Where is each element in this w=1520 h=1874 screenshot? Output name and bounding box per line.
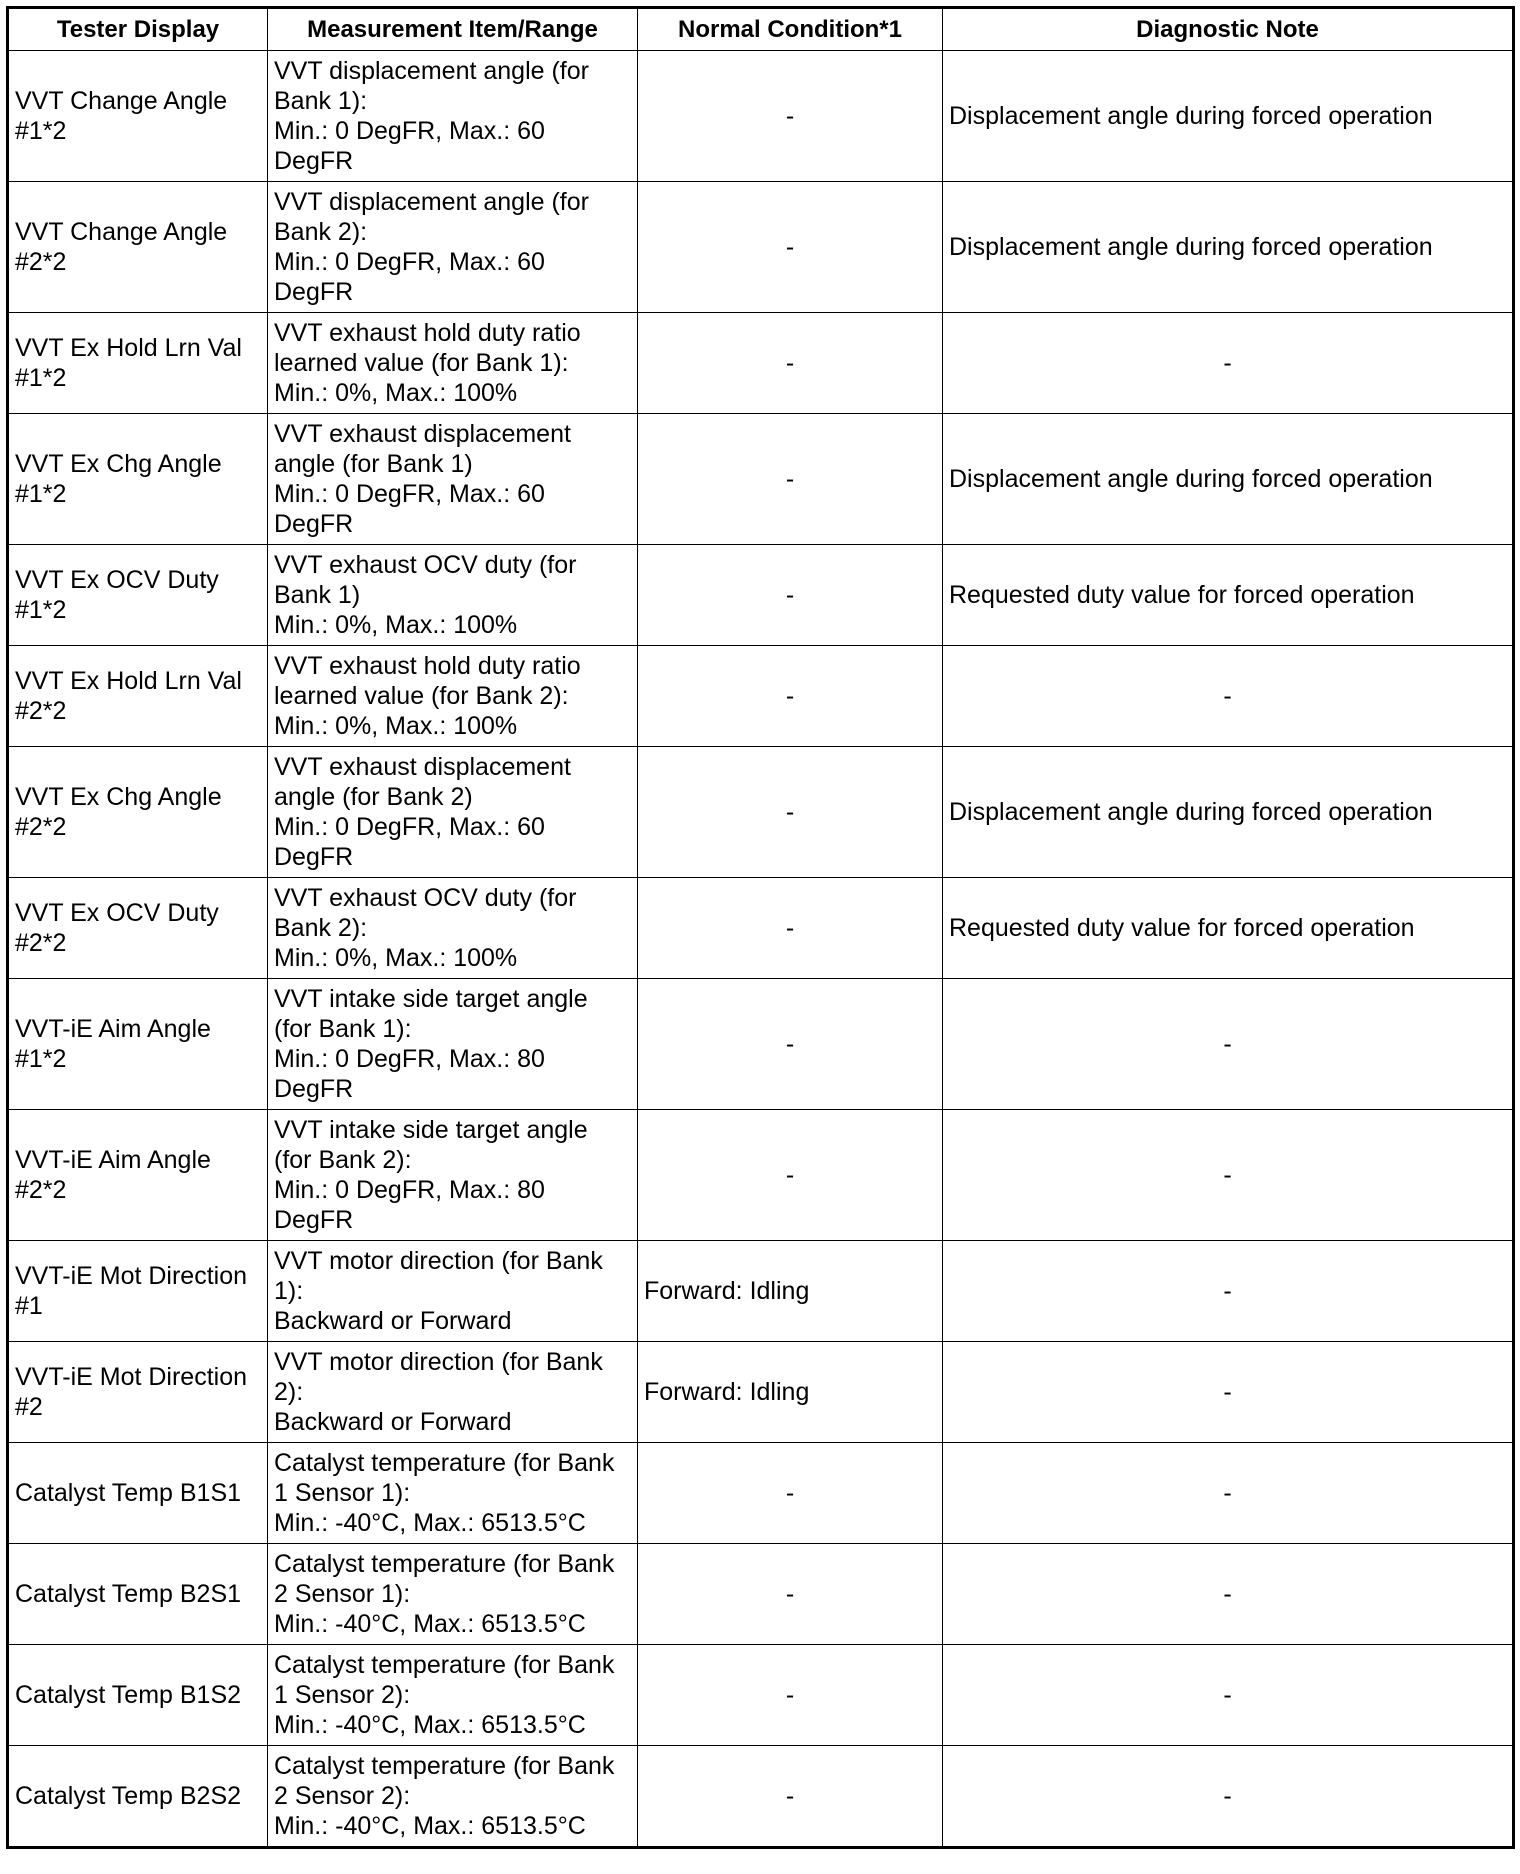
cell-measurement-item: VVT exhaust OCV duty (for Bank 2): Min.: 0%, Max.: 100% (268, 878, 638, 979)
table-row (8, 1443, 1514, 1544)
cell-measurement-item: VVT exhaust OCV duty (for Bank 1) Min.: 0%, Max.: 100% (268, 545, 638, 646)
cell-normal-condition: - (638, 313, 943, 414)
cell-measurement-item: VVT displacement angle (for Bank 1): Min.: 0 DegFR, Max.: 60 DegFR (268, 51, 638, 182)
cell-tester-display: VVT-iE Aim Angle #2*2 (8, 1110, 268, 1241)
cell-measurement-item: Catalyst temperature (for Bank 1 Sensor 1): Min.: -40°C, Max.: 6513.5°C (268, 1443, 638, 1544)
cell-diagnostic-note: Displacement angle during forced operation (943, 182, 1514, 313)
table-row (8, 313, 1514, 414)
header-tester-display: Tester Display (8, 8, 268, 51)
cell-tester-display: VVT Ex Chg Angle #2*2 (8, 747, 268, 878)
cell-diagnostic-note: - (943, 1241, 1514, 1342)
cell-measurement-item: VVT exhaust hold duty ratio learned value (for Bank 1): Min.: 0%, Max.: 100% (268, 313, 638, 414)
cell-diagnostic-note: - (943, 1342, 1514, 1443)
cell-measurement-item: VVT exhaust displacement angle (for Bank 1) Min.: 0 DegFR, Max.: 60 DegFR (268, 414, 638, 545)
cell-tester-display: VVT Change Angle #1*2 (8, 51, 268, 182)
cell-tester-display: Catalyst Temp B1S2 (8, 1645, 268, 1746)
table-row (8, 545, 1514, 646)
cell-measurement-item: Catalyst temperature (for Bank 1 Sensor 2): Min.: -40°C, Max.: 6513.5°C (268, 1645, 638, 1746)
cell-normal-condition: - (638, 747, 943, 878)
cell-measurement-item: VVT motor direction (for Bank 2): Backward or Forward (268, 1342, 638, 1443)
cell-diagnostic-note: - (943, 1110, 1514, 1241)
table-row (8, 646, 1514, 747)
table-row (8, 1110, 1514, 1241)
cell-diagnostic-note: - (943, 1645, 1514, 1746)
cell-tester-display: Catalyst Temp B1S1 (8, 1443, 268, 1544)
cell-normal-condition: - (638, 1645, 943, 1746)
table-row (8, 1746, 1514, 1848)
header-normal-condition: Normal Condition*1 (638, 8, 943, 51)
cell-normal-condition: - (638, 646, 943, 747)
cell-tester-display: Catalyst Temp B2S2 (8, 1746, 268, 1848)
cell-tester-display: VVT-iE Mot Direction #2 (8, 1342, 268, 1443)
cell-diagnostic-note: - (943, 313, 1514, 414)
table-row (8, 1544, 1514, 1645)
cell-diagnostic-note: Displacement angle during forced operation (943, 747, 1514, 878)
header-diagnostic-note: Diagnostic Note (943, 8, 1514, 51)
header-row (8, 8, 1514, 51)
cell-measurement-item: Catalyst temperature (for Bank 2 Sensor 2): Min.: -40°C, Max.: 6513.5°C (268, 1746, 638, 1848)
cell-measurement-item: VVT intake side target angle (for Bank 1): Min.: 0 DegFR, Max.: 80 DegFR (268, 979, 638, 1110)
cell-diagnostic-note: - (943, 1544, 1514, 1645)
cell-measurement-item: VVT exhaust hold duty ratio learned value (for Bank 2): Min.: 0%, Max.: 100% (268, 646, 638, 747)
cell-measurement-item: VVT exhaust displacement angle (for Bank 2) Min.: 0 DegFR, Max.: 60 DegFR (268, 747, 638, 878)
table-row (8, 414, 1514, 545)
cell-tester-display: Catalyst Temp B2S1 (8, 1544, 268, 1645)
table-row (8, 747, 1514, 878)
cell-diagnostic-note: Displacement angle during forced operation (943, 414, 1514, 545)
cell-tester-display: VVT-iE Aim Angle #1*2 (8, 979, 268, 1110)
cell-normal-condition: Forward: Idling (638, 1241, 943, 1342)
cell-tester-display: VVT Change Angle #2*2 (8, 182, 268, 313)
cell-diagnostic-note: Displacement angle during forced operation (943, 51, 1514, 182)
data-list-table (6, 6, 1515, 1849)
cell-normal-condition: - (638, 979, 943, 1110)
table-row (8, 1241, 1514, 1342)
cell-normal-condition: - (638, 1544, 943, 1645)
table-row (8, 1342, 1514, 1443)
table-row (8, 979, 1514, 1110)
cell-normal-condition: - (638, 51, 943, 182)
cell-diagnostic-note: - (943, 979, 1514, 1110)
cell-tester-display: VVT Ex OCV Duty #2*2 (8, 878, 268, 979)
cell-normal-condition: - (638, 878, 943, 979)
cell-measurement-item: Catalyst temperature (for Bank 2 Sensor 1): Min.: -40°C, Max.: 6513.5°C (268, 1544, 638, 1645)
table-row (8, 1645, 1514, 1746)
cell-normal-condition: - (638, 414, 943, 545)
table-row (8, 182, 1514, 313)
cell-measurement-item: VVT motor direction (for Bank 1): Backward or Forward (268, 1241, 638, 1342)
cell-normal-condition: - (638, 545, 943, 646)
cell-diagnostic-note: Requested duty value for forced operation (943, 878, 1514, 979)
cell-measurement-item: VVT intake side target angle (for Bank 2): Min.: 0 DegFR, Max.: 80 DegFR (268, 1110, 638, 1241)
cell-diagnostic-note: - (943, 1443, 1514, 1544)
cell-normal-condition: - (638, 1443, 943, 1544)
header-measurement-item: Measurement Item/Range (268, 8, 638, 51)
cell-normal-condition: - (638, 1746, 943, 1848)
cell-diagnostic-note: Requested duty value for forced operation (943, 545, 1514, 646)
cell-measurement-item: VVT displacement angle (for Bank 2): Min.: 0 DegFR, Max.: 60 DegFR (268, 182, 638, 313)
cell-normal-condition: - (638, 182, 943, 313)
table-row (8, 878, 1514, 979)
table-row (8, 51, 1514, 182)
cell-tester-display: VVT-iE Mot Direction #1 (8, 1241, 268, 1342)
cell-normal-condition: Forward: Idling (638, 1342, 943, 1443)
cell-diagnostic-note: - (943, 646, 1514, 747)
cell-tester-display: VVT Ex Hold Lrn Val #2*2 (8, 646, 268, 747)
cell-normal-condition: - (638, 1110, 943, 1241)
cell-tester-display: VVT Ex Chg Angle #1*2 (8, 414, 268, 545)
cell-tester-display: VVT Ex OCV Duty #1*2 (8, 545, 268, 646)
cell-tester-display: VVT Ex Hold Lrn Val #1*2 (8, 313, 268, 414)
cell-diagnostic-note: - (943, 1746, 1514, 1848)
